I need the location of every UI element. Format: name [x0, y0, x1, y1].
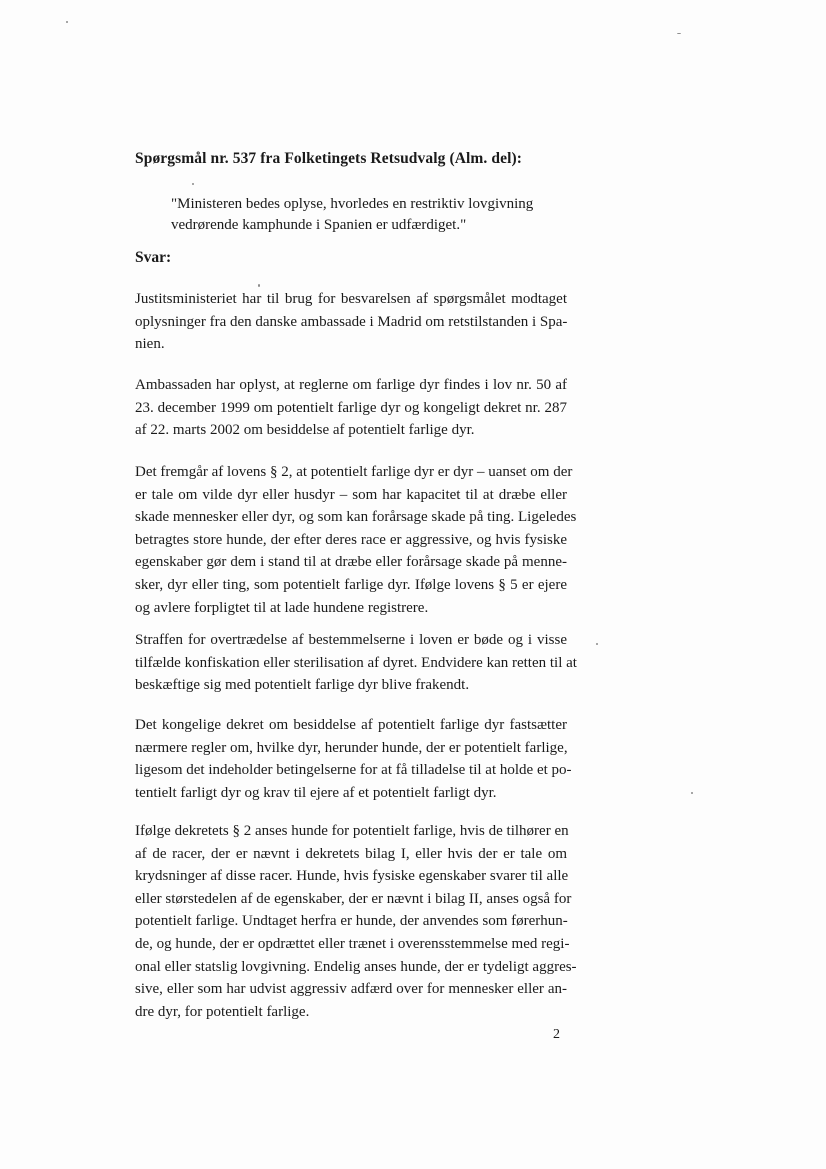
text-line: Ambassaden har oplyst, at reglerne om farlige dyr findes i lov nr. 50 af: [135, 377, 567, 393]
scan-speck: [66, 21, 68, 23]
paragraph-5: [135, 714, 572, 804]
text-line: krydsninger af disse racer. Hunde, hvis fysiske egenskaber svarer til alle: [135, 868, 569, 885]
paragraph-2: [135, 374, 567, 442]
text-line: sker, dyr eller ting, som potentielt farlige dyr. Ifølge lovens § 5 er ejere: [135, 576, 567, 593]
text-line: ligesom det indeholder betingelserne for at få tilladelse til at holde et po-: [135, 762, 572, 779]
text-line: Det kongelige dekret om besiddelse af potentielt farlige dyr fastsætter: [135, 717, 567, 733]
text-line: dre dyr, for potentielt farlige.: [135, 1003, 310, 1020]
quote-line: "Ministeren bedes oplyse, hvorledes en restriktiv lovgivning: [171, 196, 534, 212]
text-line: af 22. marts 2002 om besiddelse af potentielt farlige dyr.: [135, 422, 475, 439]
text-line: 23. december 1999 om potentielt farlige dyr og kongeligt dekret nr. 287: [135, 399, 567, 416]
text-line: tilfælde konfiskation eller sterilisation af dyret. Endvidere kan retten til at: [135, 654, 577, 671]
text-line: Straffen for overtrædelse af bestemmelserne i loven er bøde og i visse: [135, 632, 567, 648]
text-line: tentielt farligt dyr og krav til ejere af et potentielt farligt dyr.: [135, 784, 497, 801]
scan-speck: [192, 183, 194, 185]
paragraph-1: [135, 288, 567, 356]
text-line: Ifølge dekretets § 2 anses hunde for potentielt farlige, hvis de tilhører en: [135, 823, 569, 839]
text-line: Justitsministeriet har til brug for besvarelsen af spørgsmålet modtaget: [135, 291, 567, 307]
answer-label: Svar:: [135, 249, 172, 266]
text-line: sive, eller som har udvist aggressiv adfærd over for mennesker eller an-: [135, 981, 567, 998]
text-line: og avlere forpligtet til at lade hundene registrere.: [135, 599, 429, 616]
scan-speck: [258, 284, 260, 287]
question-quote: [171, 194, 571, 236]
paragraph-3: [135, 461, 577, 619]
paragraph-4: [135, 629, 577, 697]
text-line: skade mennesker eller dyr, og som kan forårsage skade på ting. Ligeledes: [135, 509, 577, 526]
text-line: onal eller statslig lovgivning. Endelig anses hunde, der er tydeligt aggres-: [135, 958, 577, 975]
text-line: beskæftige sig med potentielt farlige dyr blive frakendt.: [135, 677, 470, 694]
scan-speck: [677, 33, 681, 34]
text-line: de, og hunde, der er opdrættet eller trænet i overensstemmelse med regi-: [135, 935, 570, 952]
text-line: er tale om vilde dyr eller husdyr – som har kapacitet til at dræbe eller: [135, 486, 567, 503]
scan-speck: [596, 643, 598, 645]
text-line: egenskaber gør dem i stand til at dræbe eller forårsage skade på menne-: [135, 554, 567, 571]
text-line: betragtes store hunde, der efter deres race er aggressive, og hvis fysiske: [135, 531, 567, 548]
quote-line: vedrørende kamphunde i Spanien er udfærdiget.": [171, 217, 467, 233]
question-heading: Spørgsmål nr. 537 fra Folketingets Retsudvalg (Alm. del):: [135, 150, 523, 167]
paragraph-6: [135, 820, 577, 1023]
text-line: nien.: [135, 336, 165, 353]
page-number: 2: [553, 1027, 560, 1042]
text-line: Det fremgår af lovens § 2, at potentielt farlige dyr er dyr – uanset om der: [135, 464, 573, 480]
text-line: oplysninger fra den danske ambassade i Madrid om retstilstanden i Spa-: [135, 313, 568, 330]
text-line: af de racer, der er nævnt i dekretets bilag I, eller hvis der er tale om: [135, 845, 567, 862]
scan-speck: [691, 792, 693, 794]
text-line: eller størstedelen af de egenskaber, der er nævnt i bilag II, anses også for: [135, 890, 572, 907]
text-line: nærmere regler om, hvilke dyr, herunder hunde, der er potentielt farlige,: [135, 739, 568, 756]
text-line: potentielt farlige. Undtaget herfra er hunde, der anvendes som førerhun-: [135, 913, 568, 930]
